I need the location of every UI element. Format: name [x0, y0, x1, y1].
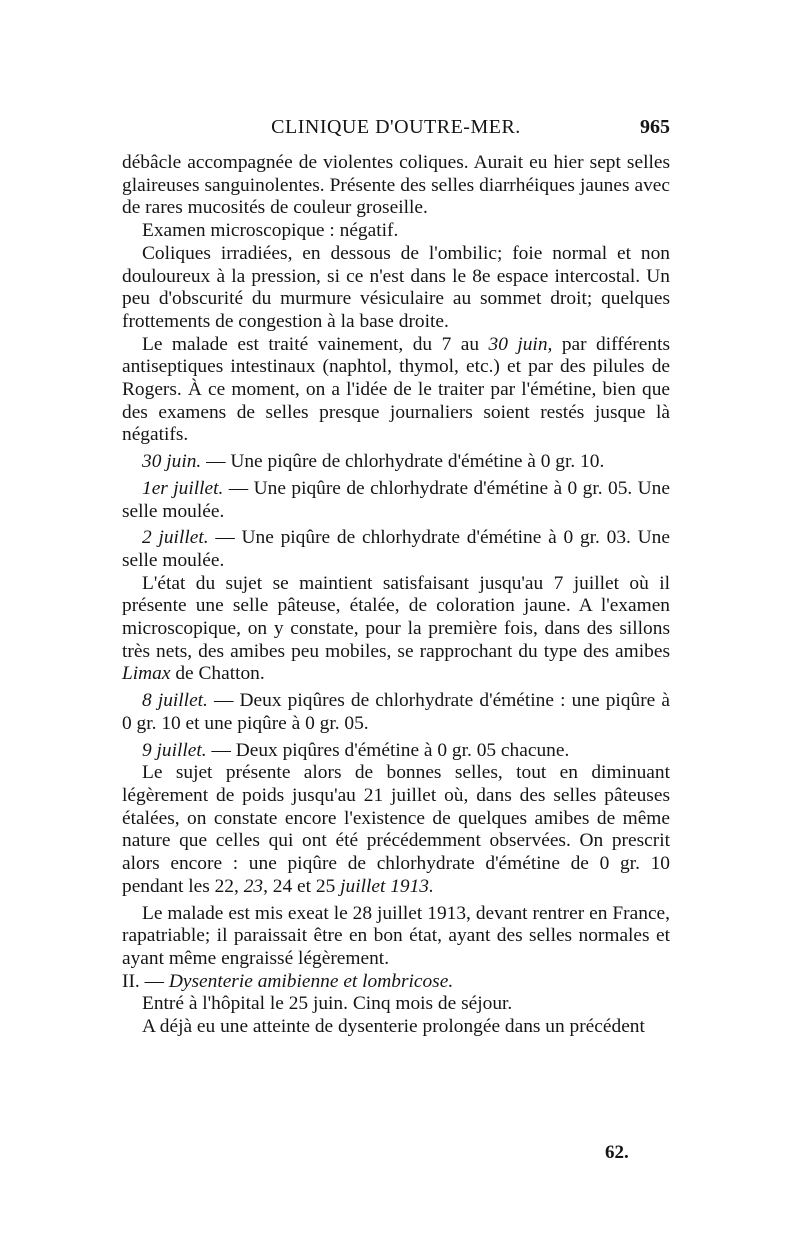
running-title: CLINIQUE D'OUTRE-MER.: [271, 116, 521, 138]
text-run: Le sujet présente alors de bonnes selles, tout en diminuant légèrement de poids jusqu'au 21 juillet où, dans des selles pâteuses étalées, on constate encore l'existence de quelques amibes de même nature que celles qui ont été précédemment observées. On prescrit alors encore : une piqûre de chlorhydrate d'émétine de 0 gr. 10 pendant les 22,: [122, 762, 670, 897]
paragraph: Coliques irradiées, en dessous de l'ombilic; foie normal et non douloureux à la pression, si ce n'est dans le 8e espace intercostal. Un peu d'obscurité du murmure vésiculaire au sommet droit; quelques frottements de congestion à la base droite.: [122, 242, 670, 332]
text-run: Le malade est traité vainement, du 7 au: [142, 333, 489, 355]
paragraph: [122, 478, 670, 523]
paragraph: [122, 527, 670, 572]
text-italic: Limax: [122, 663, 171, 685]
printer-signature-mark: 62.: [605, 1142, 629, 1163]
date-italic: 9 juillet.: [142, 739, 207, 761]
section-number: II. —: [122, 970, 169, 992]
paragraph: Le malade est mis exeat le 28 juillet 1913, devant rentrer en France, rapatriable; il paraissait être en bon état, ayant des selles normales et ayant même engraissé légèrement.: [122, 902, 670, 969]
date-italic: 8 juillet.: [142, 690, 208, 712]
section-title: Dysenterie amibienne et lombricose.: [168, 970, 454, 992]
paragraph: débâcle accompagnée de violentes coliques. Aurait eu hier sept selles glaireuses sanguinolentes. Présente des selles diarrhéiques jaunes avec de rares mucosités de couleur groseille.: [122, 152, 670, 219]
paragraph: [122, 740, 670, 763]
text-run: L'état du sujet se maintient satisfaisant jusqu'au 7 juillet où il présente une selle pâteuse, étalée, de coloration jaune. A l'examen microscopique, on y constate, pour la première fois, dans des sillons très nets, des amibes peu mobiles, se rapprochant du type des amibes: [122, 572, 670, 662]
date-italic: 1er juillet.: [142, 477, 224, 499]
paragraph: [122, 334, 670, 448]
text-run: — Deux piqûres d'émétine à 0 gr. 05 chacune.: [206, 739, 570, 761]
text-run: — Une piqûre de chlorhydrate d'émétine à 0 gr. 05. Une selle moulée.: [122, 477, 670, 522]
date-italic: juillet 1913.: [340, 875, 434, 897]
text-run: , 24 et 25: [263, 875, 341, 897]
paragraph: [122, 451, 670, 474]
paragraph: A déjà eu une atteinte de dysenterie prolongée dans un précédent: [142, 1016, 645, 1038]
date-italic: 30 juin.: [142, 451, 202, 473]
paragraph: Examen microscopique : négatif.: [142, 220, 399, 242]
paragraph: [122, 762, 670, 898]
section-heading: [122, 971, 670, 994]
page-number: 965: [640, 116, 670, 138]
paragraph: Entré à l'hôpital le 25 juin. Cinq mois de séjour.: [142, 993, 513, 1015]
text-run: par différents antiseptiques intestinaux (naphtol, thymol, etc.) et par des pilules de Rogers. À ce moment, on a l'idée de le traiter par l'émétine, bien que des examens de selles presque journaliers soient restés jusque là négatifs.: [122, 333, 670, 446]
page-body: [122, 152, 670, 1039]
text-run: — Une piqûre de chlorhydrate d'émétine à 0 gr. 10.: [201, 451, 605, 473]
date-italic: 30 juin,: [488, 333, 553, 355]
date-italic: 2 juillet.: [142, 527, 209, 549]
text-run: — Une piqûre de chlorhydrate d'émétine à 0 gr. 03. Une selle moulée.: [122, 527, 670, 571]
text-run: — Deux piqûres de chlorhydrate d'émétine : une piqûre à 0 gr. 10 et une piqûre à 0 gr. 05.: [122, 690, 670, 734]
text-run: de Chatton.: [170, 663, 265, 685]
paragraph: [122, 690, 670, 735]
page-header: [122, 116, 670, 146]
paragraph: [122, 573, 670, 687]
text-italic: 23: [243, 875, 264, 897]
